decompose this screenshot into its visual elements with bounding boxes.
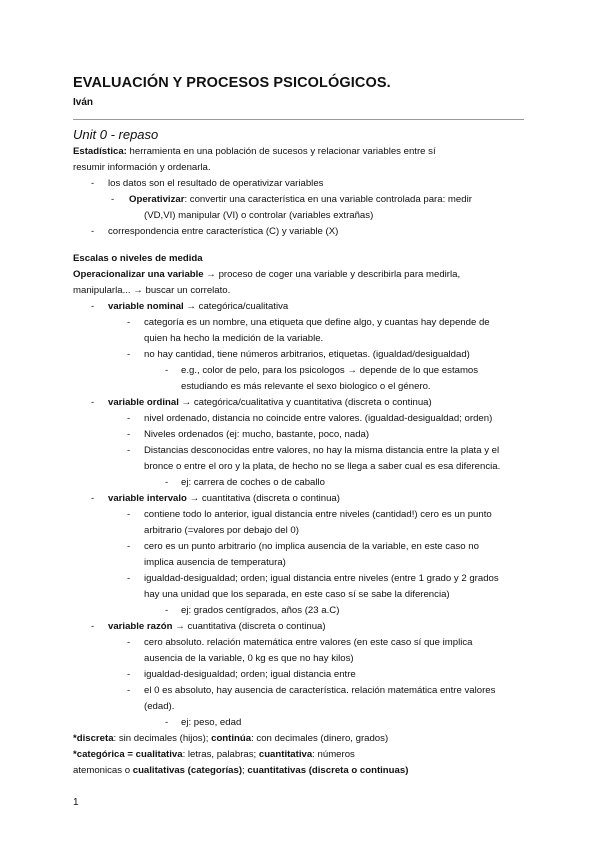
line-text: : letras, palabras; — [182, 749, 259, 760]
text-line — [144, 683, 495, 699]
text-line — [73, 267, 460, 283]
bold-term: variable razón — [108, 621, 173, 632]
text-line — [129, 192, 472, 208]
text-line — [144, 507, 492, 523]
text-line — [144, 427, 369, 443]
text-line — [181, 475, 325, 491]
line-text: → cuantitativa (discreta o continua) — [186, 493, 340, 504]
bold-term: *categórica = cualitativa — [73, 749, 183, 760]
text-line — [144, 667, 356, 683]
text-line — [73, 283, 230, 299]
bold-term: continúa — [211, 733, 252, 744]
text-line — [73, 731, 388, 747]
line-text: : sin decimales (hijos); — [113, 733, 212, 744]
line-text: → categórica/cualitativa — [183, 301, 289, 312]
text-line — [144, 587, 450, 603]
text-line — [181, 715, 241, 731]
line-text: resumir información y ordenarla. — [73, 162, 211, 173]
list-bullet: - — [91, 301, 95, 312]
text-line — [144, 411, 492, 427]
bold-term: variable nominal — [108, 301, 184, 312]
bold-term: variable ordinal — [108, 397, 179, 408]
list-bullet: - — [165, 605, 169, 616]
line-text: : con decimales (dinero, grados) — [251, 733, 389, 744]
text-line — [144, 699, 174, 715]
text-line — [108, 395, 432, 411]
text-line — [73, 251, 203, 267]
line-text: hay una unidad que los separada, en este caso sí se sabe la diferencia) — [144, 589, 450, 600]
section-heading: Unit 0 - repaso — [73, 127, 159, 142]
line-text: : convertir una característica en una variable controlada para: medir — [184, 194, 472, 205]
line-text: no hay cantidad, tiene números arbitrarios, etiquetas. (igualdad/desigualdad) — [144, 349, 470, 360]
text-line — [108, 224, 338, 240]
line-text: : números — [312, 749, 355, 760]
line-text: igualdad-desigualdad; orden; igual distancia entre — [144, 669, 356, 680]
text-line — [73, 747, 355, 763]
line-text: los datos son el resultado de operativizar variables — [108, 178, 324, 189]
list-bullet: - — [127, 541, 131, 552]
line-text: ej: grados centígrados, años (23 a.C) — [181, 605, 340, 616]
text-line — [144, 571, 499, 587]
line-text: → cuantitativa (discreta o continua) — [172, 621, 326, 632]
page-number: 1 — [73, 797, 79, 808]
list-bullet: - — [127, 637, 131, 648]
line-text: → categórica/cualitativa y cuantitativa (discreta o continua) — [178, 397, 432, 408]
bold-term: *discreta — [73, 733, 114, 744]
bold-term: cualitativas (categorías) — [132, 765, 243, 776]
text-line — [144, 347, 470, 363]
line-text: contiene todo lo anterior, igual distancia entre niveles (cantidad!) cero es un punto — [144, 509, 492, 520]
line-text: ej: carrera de coches o de caballo — [181, 477, 325, 488]
list-bullet: - — [91, 178, 95, 189]
line-text: estudiando es más relevante el sexo biologico o el género. — [181, 381, 431, 392]
list-bullet: - — [165, 365, 169, 376]
list-bullet: - — [91, 621, 95, 632]
text-line — [73, 763, 408, 779]
line-text: ej: peso, edad — [181, 717, 242, 728]
bold-term: cuantitativas (discreta o continuas) — [247, 765, 409, 776]
bold-term: variable intervalo — [108, 493, 187, 504]
line-text: nivel ordenado, distancia no coincide entre valores. (igualdad-desigualdad; orden) — [144, 413, 493, 424]
text-line — [144, 555, 286, 571]
text-line — [73, 144, 436, 160]
text-line — [108, 176, 323, 192]
list-bullet: - — [91, 397, 95, 408]
line-text: categoría es un nombre, una etiqueta que define algo, y cuantas hay depende de — [144, 317, 490, 328]
text-line — [181, 603, 339, 619]
list-bullet: - — [91, 493, 95, 504]
line-text: correspondencia entre característica (C) y variable (X) — [108, 226, 339, 237]
list-bullet: - — [127, 429, 131, 440]
bold-term: Escalas o niveles de medida — [73, 253, 203, 264]
bold-term: Operacionalizar una variable — [73, 269, 204, 280]
list-bullet: - — [111, 194, 115, 205]
line-text: arbitrario (=valores por debajo del 0) — [144, 525, 299, 536]
text-line — [181, 379, 431, 395]
list-bullet: - — [127, 573, 131, 584]
line-text: e.g., color de pelo, para los psicologos → depende de lo que estamos — [181, 365, 479, 376]
list-bullet: - — [127, 509, 131, 520]
list-bullet: - — [127, 317, 131, 328]
line-text: cero absoluto. relación matemática entre valores (en este caso sí que implica — [144, 637, 473, 648]
text-line — [108, 299, 288, 315]
list-bullet: - — [127, 413, 131, 424]
text-line — [144, 523, 299, 539]
text-line — [144, 443, 499, 459]
line-text: quien ha hecho la medición de la variable. — [144, 333, 324, 344]
line-text: (VD,VI) manipular (VI) o controlar (variables extrañas) — [144, 210, 374, 221]
list-bullet: - — [127, 685, 131, 696]
line-text: (edad). — [144, 701, 175, 712]
list-bullet: - — [127, 445, 131, 456]
document-title: EVALUACIÓN Y PROCESOS PSICOLÓGICOS. — [73, 75, 391, 91]
text-line — [144, 651, 354, 667]
text-line — [144, 459, 500, 475]
line-text: ; — [242, 765, 248, 776]
text-line — [144, 331, 323, 347]
line-text: herramienta en una población de sucesos y relacionar variables entre sí — [126, 146, 436, 157]
line-text: implica ausencia de temperatura) — [144, 557, 286, 568]
list-bullet: - — [127, 669, 131, 680]
list-bullet: - — [165, 717, 169, 728]
bold-term: Operativizar — [129, 194, 185, 205]
bold-term: Estadística: — [73, 146, 127, 157]
line-text: atemonicas o — [73, 765, 133, 776]
horizontal-rule — [73, 119, 524, 120]
line-text: cero es un punto arbitrario (no implica ausencia de la variable, en este caso no — [144, 541, 479, 552]
list-bullet: - — [127, 349, 131, 360]
text-line — [181, 363, 478, 379]
text-line — [144, 315, 490, 331]
line-text: Niveles ordenados (ej: mucho, bastante, poco, nada) — [144, 429, 370, 440]
text-line — [144, 635, 472, 651]
line-text: Distancias desconocidas entre valores, no hay la misma distancia entre la plata y el — [144, 445, 500, 456]
list-bullet: - — [165, 477, 169, 488]
text-line — [108, 491, 340, 507]
line-text: manipularla... → buscar un correlato. — [73, 285, 231, 296]
bold-term: cuantitativa — [258, 749, 313, 760]
author-name: Iván — [73, 97, 94, 108]
text-line — [108, 619, 326, 635]
text-line — [73, 160, 211, 176]
line-text: bronce o entre el oro y la plata, de hecho no se llega a saber cual es esa diferencia. — [144, 461, 501, 472]
line-text: ausencia de la variable, 0 kg es que no hay kilos) — [144, 653, 354, 664]
list-bullet: - — [91, 226, 95, 237]
line-text: igualdad-desigualdad; orden; igual distancia entre niveles (entre 1 grado y 2 grados — [144, 573, 499, 584]
line-text: el 0 es absoluto, hay ausencia de característica. relación matemática entre valores — [144, 685, 496, 696]
line-text: → proceso de coger una variable y describirla para medirla, — [203, 269, 461, 280]
text-line — [144, 208, 373, 224]
text-line — [144, 539, 479, 555]
